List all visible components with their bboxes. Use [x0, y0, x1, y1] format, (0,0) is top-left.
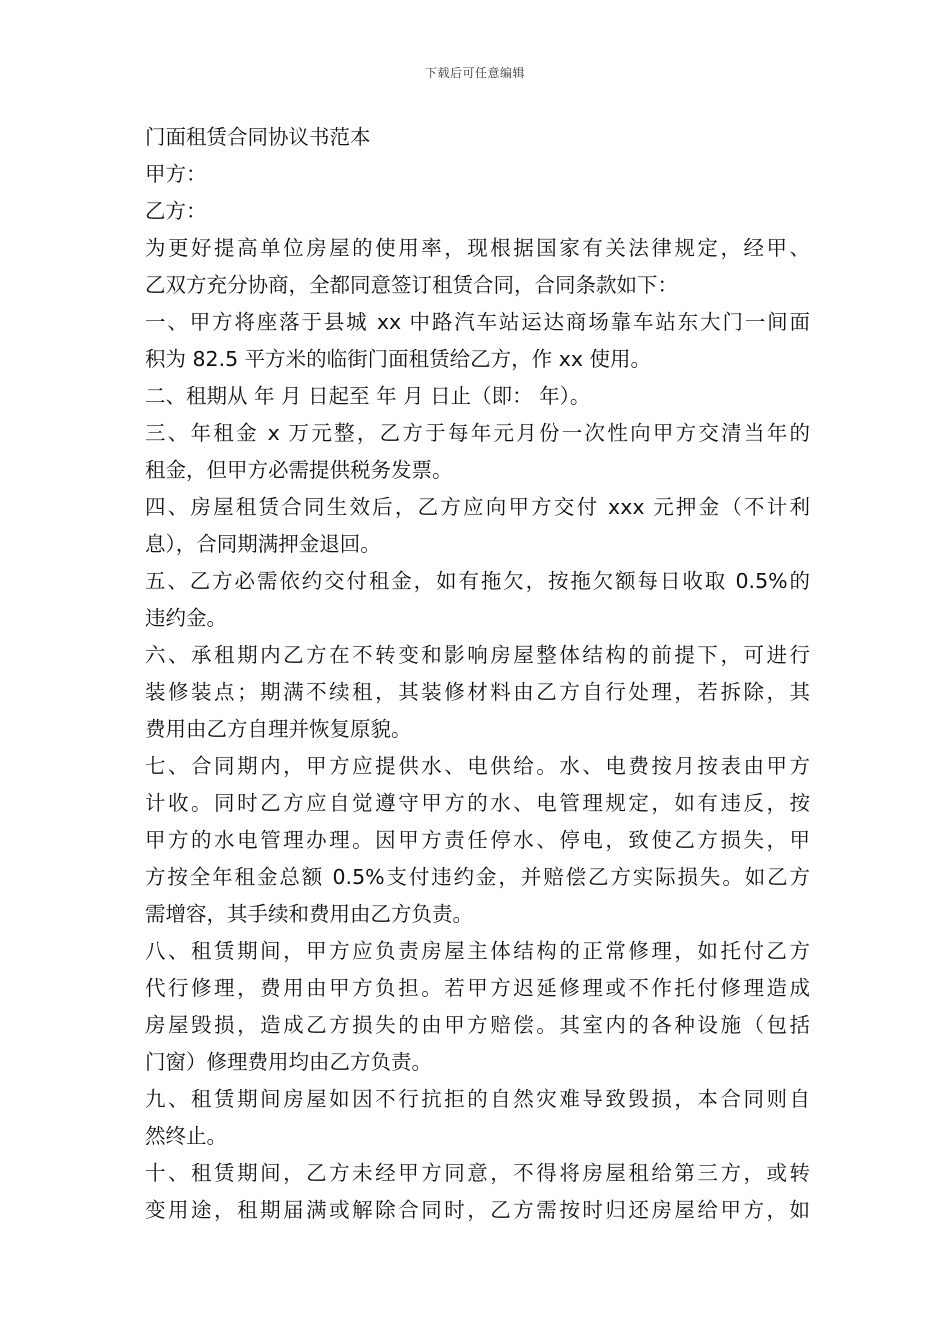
paragraph-line: 租金，但甲方必需提供税务发票。 — [145, 458, 453, 482]
paragraph-line: 七、合同期内，甲方应提供水、电供给。水、电费按月按表由甲方 — [145, 754, 810, 778]
clause-7 — [145, 748, 810, 933]
paragraph-line: 代行修理，费用由甲方负担。若甲方迟延修理或不作托付修理造成 — [145, 976, 810, 1000]
paragraph-line: 需增容，其手续和费用由乙方负责。 — [145, 902, 473, 926]
paragraph-line: 违约金。 — [145, 606, 227, 630]
clause-10 — [145, 1155, 810, 1229]
paragraph-line: 变用途，租期届满或解除合同时，乙方需按时归还房屋给甲方，如 — [145, 1198, 810, 1222]
paragraph-line: 房屋毁损，造成乙方损失的由甲方赔偿。其室内的各种设施（包括 — [145, 1013, 810, 1037]
clause-1 — [145, 304, 810, 378]
clause-6 — [145, 637, 810, 748]
paragraph-line: 一、甲方将座落于县城 xx 中路汽车站运达商场靠车站东大门一间面 — [145, 310, 810, 334]
paragraph-line: 五、乙方必需依约交付租金，如有拖欠，按拖欠额每日收取 0.5%的 — [145, 569, 810, 593]
clause-5 — [145, 563, 810, 637]
paragraph-line: 费用由乙方自理并恢复原貌。 — [145, 717, 412, 741]
document-title: 门面租赁合同协议书范本 — [145, 125, 371, 149]
paragraph-line: 门窗）修理费用均由乙方负责。 — [145, 1050, 432, 1074]
paragraph-line: 装修装点；期满不续租，其装修材料由乙方自行处理，若拆除，其 — [145, 680, 810, 704]
paragraph-line: 计收。同时乙方应自觉遵守甲方的水、电管理规定，如有违反，按 — [145, 791, 810, 815]
paragraph-intro — [145, 230, 810, 304]
paragraph-line: 乙双方充分协商，全都同意签订租赁合同，合同条款如下： — [145, 273, 678, 297]
page-header: 下载后可任意编辑 — [424, 66, 525, 80]
paragraph-line: 九、租赁期间房屋如因不行抗拒的自然灾难导致毁损，本合同则自 — [145, 1087, 810, 1111]
paragraph-line: 方按全年租金总额 0.5%支付违约金，并赔偿乙方实际损失。如乙方 — [145, 865, 810, 889]
paragraph-line: 息），合同期满押金退回。 — [145, 532, 381, 556]
party-b-label: 乙方： — [145, 199, 207, 223]
paragraph-line: 三、年租金 x 万元整，乙方于每年元月份一次性向甲方交清当年的 — [145, 421, 810, 445]
clause-2 — [145, 378, 810, 415]
paragraph-line: 二、租期从 年 月 日起至 年 月 日止（即： 年）。 — [145, 384, 591, 408]
paragraph-line: 甲方的水电管理办理。因甲方责任停水、停电，致使乙方损失，甲 — [145, 828, 810, 852]
clause-4 — [145, 489, 810, 563]
document-body — [145, 119, 810, 1229]
paragraph-line: 六、承租期内乙方在不转变和影响房屋整体结构的前提下，可进行 — [145, 643, 810, 667]
paragraph-line: 积为 82.5 平方米的临街门面租赁给乙方，作 xx 使用。 — [145, 347, 651, 371]
party-a-label: 甲方： — [145, 162, 207, 186]
paragraph-line: 八、租赁期间，甲方应负责房屋主体结构的正常修理，如托付乙方 — [145, 939, 810, 963]
paragraph-line: 为更好提高单位房屋的使用率，现根据国家有关法律规定，经甲、 — [145, 236, 810, 260]
clause-9 — [145, 1081, 810, 1155]
paragraph-line: 然终止。 — [145, 1124, 227, 1148]
clause-3 — [145, 415, 810, 489]
paragraph-line: 十、租赁期间，乙方未经甲方同意，不得将房屋租给第三方，或转 — [145, 1161, 810, 1185]
clause-8 — [145, 933, 810, 1081]
paragraph-line: 四、房屋租赁合同生效后，乙方应向甲方交付 xxx 元押金（不计利 — [145, 495, 810, 519]
